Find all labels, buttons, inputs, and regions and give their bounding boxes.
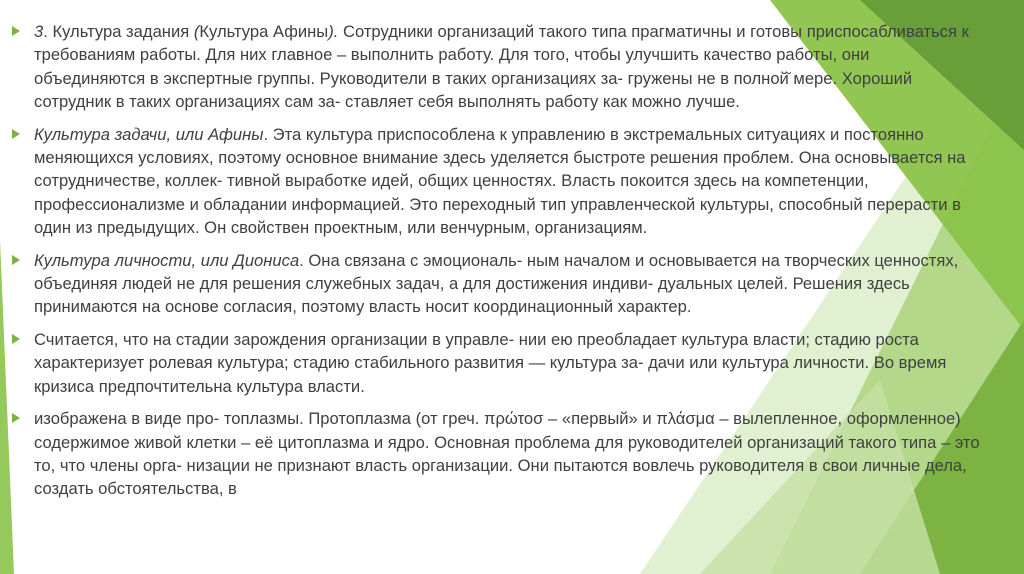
bullet-icon (12, 129, 20, 139)
paragraph-5: изображена в виде про- топлазмы. Протоплазма (от греч. πρώτοσ – «первый» и πλάσμα – вылепленное, оформленное) содержимое живой клетки – её цитоплазма и ядро. Основная проблема для руководителей организаций такого типа – это то, что члены орга- низации не признают власть организации. Они пытаются вовлечь руководителя в свои личные дела, создать обстоятельства, в (12, 407, 980, 501)
bullet-icon (12, 413, 20, 423)
paragraph-1: 3. Культура задания (Культура Афины). Сотрудники организаций такого типа прагматичны и готовы приспосабливаться к требованиям работы. Для них главное – выполнить работу. Для того, чтобы улучшить качество работы, они объединяются в экспертные группы. Руководители в таких организациях за- гружены не в полной̆ мере. Хороший сотрудник в таких организациях сам за- ставляет себя выполнять работу как можно лучше. (12, 20, 980, 114)
text-body (12, 20, 980, 510)
paragraph-3: Культура личности, или Диониса. Она связана с эмоциональ- ным началом и основывается на творческих ценностях, объединяя людей не для решения служебных задач, а для достижения индиви- дуальных целей. Решения здесь принимаются на основе согласия, поэтому власть носит координационный характер. (12, 249, 980, 319)
paragraph-title: Культура задачи, или Афины (34, 124, 264, 144)
bullet-icon (12, 255, 20, 265)
paragraph-title: Культура личности, или Диониса (34, 250, 300, 270)
bullet-icon (12, 334, 20, 344)
paragraph-4: Считается, что на стадии зарождения организации в управле- нии ею преобладает культура власти; стадию роста характеризует ролевая культура; стадию стабильного развития — культура за- дачи или культура личности. Во время кризиса предпочтительна культура власти. (12, 328, 980, 398)
bullet-icon (12, 26, 20, 36)
paragraph-2: Культура задачи, или Афины. Эта культура приспособлена к управлению в экстремальных ситуациях и постоянно меняющихся условиях, поэтому основное внимание здесь уделяется быстроте решения проблем. Она основывается на сотрудничестве, коллек- тивной выработке идей, общих ценностях. Власть покоится здесь на компетенции, профессионализме и обладании информацией. Это переходный тип управленческой культуры, способный перерасти в один из предыдущих. Он свойствен проектным, или венчурным, организациям. (12, 123, 980, 240)
